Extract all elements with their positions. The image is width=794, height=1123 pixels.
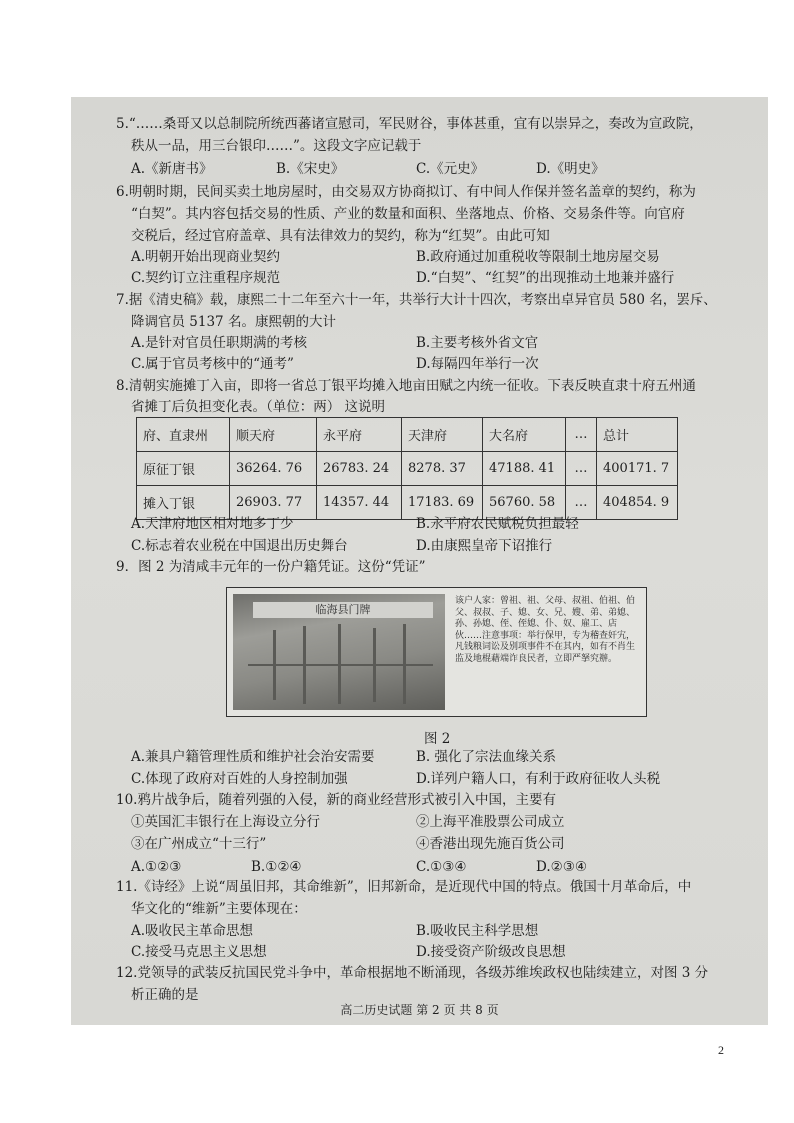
- q7-option-b: B.主要考核外省文官: [416, 335, 539, 351]
- q10-option-d: D.②③④: [536, 859, 587, 875]
- q6-option-d: D.“白契”、“红契”的出现推动土地兼并盛行: [416, 270, 675, 286]
- table-header-cell: 天津府: [402, 418, 483, 452]
- q6-line1: 6.明朝时期，民间买卖土地房屋时，由交易双方协商拟订、有中间人作保并签名盖章的契约，称为: [116, 184, 696, 200]
- q10-item-1: ①英国汇丰银行在上海设立分行: [131, 814, 320, 830]
- q8-option-a: A.天津府地区相对地多丁少: [131, 516, 294, 532]
- table-cell: …: [566, 486, 597, 520]
- table-cell: 56760. 58: [483, 486, 566, 520]
- table-header-row: [137, 418, 678, 452]
- table-cell: 摊入丁银: [137, 486, 230, 520]
- table-cell: 47188. 41: [483, 452, 566, 486]
- q10-line1: 10.鸦片战争后，随着列强的入侵，新的商业经营形式被引入中国，主要有: [116, 792, 556, 808]
- table-cell: 36264. 76: [230, 452, 317, 486]
- q7-option-a: A.是针对官员任职期满的考核: [131, 335, 308, 351]
- q7-line1: 7.据《清史稿》载，康熙二十二年至六十一年，共举行大计十四次，考察出卓异官员 580 名，罢斥、: [116, 292, 717, 308]
- q8-option-d: D.由康熙皇帝下诏推行: [416, 538, 553, 554]
- q6-option-b: B.政府通过加重税收等限制土地房屋交易: [416, 249, 660, 265]
- table-cell: 400171. 7: [597, 452, 678, 486]
- scanned-exam-page: [71, 97, 768, 1025]
- q9-option-c: C.体现了政府对百姓的人身控制加强: [131, 771, 348, 787]
- table-cell: 原征丁银: [137, 452, 230, 486]
- q9-option-a: A.兼具户籍管理性质和维护社会治安需要: [131, 749, 375, 765]
- table-header-cell: 顺天府: [230, 418, 317, 452]
- table-cell: 26783. 24: [317, 452, 402, 486]
- q8-line2: 省摊丁后负担变化表。（单位：两） 这说明: [131, 399, 386, 415]
- q11-option-b: B.吸收民主科学思想: [416, 923, 539, 939]
- table-header-cell: …: [566, 418, 597, 452]
- tax-burden-table: [136, 417, 678, 520]
- q10-item-3: ③在广州成立“十三行”: [131, 836, 267, 852]
- q11-line2: 华文化的“维新”主要体现在：: [131, 901, 307, 917]
- q10-item-4: ④香港出现先施百货公司: [416, 836, 565, 852]
- q8-option-c: C.标志着农业税在中国退出历史舞台: [131, 538, 348, 554]
- q11-option-d: D.接受资产阶级改良思想: [416, 944, 566, 960]
- page-number: 2: [718, 1043, 724, 1057]
- certificate-notes: 该户人家：曾祖、祖、父母、叔祖、伯祖、伯父、叔叔、子、媳、女、兄、嫂、弟、弟媳、孙、孙媳、侄、侄媳、仆、奴、雇工、店伙……注意事项：举行保甲，专为稽查奸宄，凡钱粮词讼及别项事件不在其内，如有不肖生监及地棍藉端诈良民者，立即严拏究辦。: [455, 596, 636, 664]
- q5-option-a: A.《新唐书》: [131, 161, 213, 177]
- q8-option-b: B.永平府农民赋税负担最轻: [416, 516, 579, 532]
- q5-option-b: B.《宋史》: [276, 161, 345, 177]
- table-cell: 8278. 37: [402, 452, 483, 486]
- table-cell: 404854. 9: [597, 486, 678, 520]
- q10-option-c: C.①③④: [416, 859, 467, 875]
- q6-line3: 交税后，经过官府盖章、具有法律效力的契约，称为“红契”。由此可知: [131, 228, 550, 244]
- q10-option-a: A.①②③: [131, 859, 182, 875]
- q11-option-c: C.接受马克思主义思想: [131, 944, 267, 960]
- q11-line1: 11.《诗经》上说“周虽旧邦，其命维新”，旧邦新命，是近现代中国的特点。俄国十月革命后，中: [116, 879, 692, 895]
- table-header-cell: 总计: [597, 418, 678, 452]
- table-cell: 14357. 44: [317, 486, 402, 520]
- q5-line2: 秩从一品，用三台银印……”。这段文字应记载于: [131, 138, 422, 154]
- q12-line2: 析正确的是: [131, 987, 199, 1003]
- table-header-cell: 永平府: [317, 418, 402, 452]
- certificate-title: 临海县门牌: [253, 602, 433, 618]
- q10-option-b: B.①②④: [251, 859, 302, 875]
- q11-option-a: A.吸收民主革命思想: [131, 923, 254, 939]
- q6-line2: “白契”。其内容包括交易的性质、产业的数量和面积、坐落地点、价格、交易条件等。向官府: [131, 206, 685, 222]
- table-cell: 17183. 69: [402, 486, 483, 520]
- q9-option-b: B. 强化了宗法血缘关系: [416, 749, 557, 765]
- figure-caption: 图 2: [424, 731, 451, 747]
- q9-line1: 9．图 2 为清咸丰元年的一份户籍凭证。这份“凭证”: [116, 559, 426, 575]
- q5-line1: 5.“……桑哥又以总制院所统西蕃诸宣慰司，军民财谷，事体甚重，宜有以崇异之，奏改为宣政院，: [116, 116, 703, 132]
- q7-line2: 降调官员 5137 名。康熙朝的大计: [131, 314, 336, 330]
- q6-option-c: C.契约订立注重程序规范: [131, 270, 281, 286]
- table-cell: 26903. 77: [230, 486, 317, 520]
- q8-line1: 8.清朝实施摊丁入亩，即将一省总丁银平均摊入地亩田赋之内统一征收。下表反映直隶十府五州通: [116, 378, 696, 394]
- exam-footer: 高二历史试题 第 2 页 共 8 页: [340, 1003, 499, 1017]
- q12-line1: 12.党领导的武装反抗国民党斗争中，革命根据地不断涌现，各级苏维埃政权也陆续建立，对图 3 分: [116, 965, 709, 981]
- table-cell: …: [566, 452, 597, 486]
- q5-option-c: C.《元史》: [416, 161, 485, 177]
- table-row: [137, 452, 678, 486]
- certificate-photo: [233, 594, 445, 710]
- q7-option-c: C.属于官员考核中的“通考”: [131, 356, 294, 372]
- q7-option-d: D.每隔四年举行一次: [416, 356, 539, 372]
- household-register-figure: [226, 587, 647, 717]
- q5-option-d: D.《明史》: [536, 161, 605, 177]
- table-header-cell: 大名府: [483, 418, 566, 452]
- q6-option-a: A.明朝开始出现商业契约: [131, 249, 281, 265]
- table-header-cell: 府、直隶州: [137, 418, 230, 452]
- q10-item-2: ②上海平准股票公司成立: [416, 814, 565, 830]
- q9-option-d: D.详列户籍人口，有利于政府征收人头税: [416, 771, 661, 787]
